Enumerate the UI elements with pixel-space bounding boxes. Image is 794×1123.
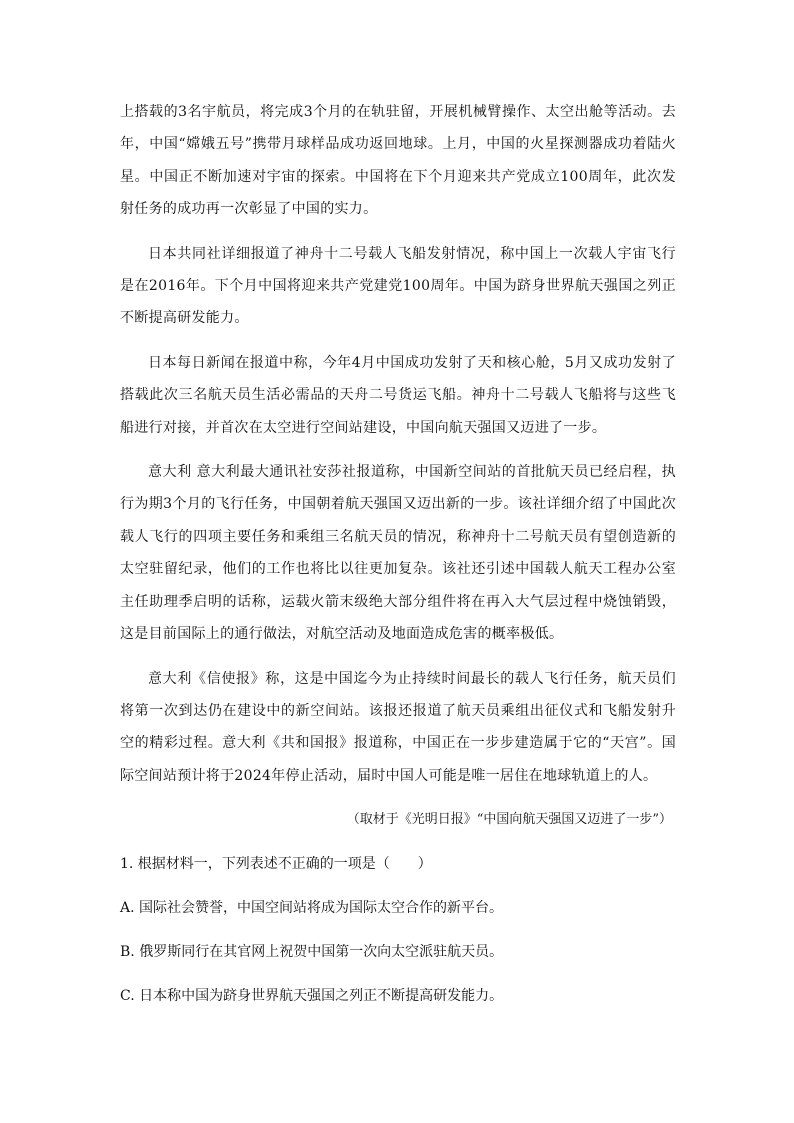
document-page <box>120 96 676 1012</box>
source-citation: （取材于《光明日报》“中国向航天强国又迈进了一步”） <box>346 812 672 828</box>
question-1: 1. 根据材料一，下列表述不正确的一项是（ ） <box>120 856 432 873</box>
option-b: B. 俄罗斯同行在其官网上祝贺中国第一次向太空派驻航天员。 <box>120 944 504 961</box>
paragraph-japan-mainichi: 日本每日新闻在报道中称，今年4月中国成功发射了天和核心舱，5月又成功发射了搭载此次三名航天员生活必需品的天舟二号货运飞船。神舟十二号载人飞船将与这些飞船进行对接，并首次在太空进行空间站建设，中国向航天强国又迈进了一步。 <box>120 354 676 436</box>
paragraph-italy-ansa: 意大利 意大利最大通讯社安莎社报道称，中国新空间站的首批航天员已经启程，执行为期3个月的飞行任务，中国朝着航天强国又迈出新的一步。该社详细介绍了中国此次载人飞行的四项主要任务和乘组三名航天员的情况，称神舟十二号航天员有望创造新的太空驻留纪录，他们的工作也将比以往更加复杂。该社还引述中国载人航天工程办公室主任助理季启明的话称，运载火箭末级绝大部分组件将在再入大气层过程中烧蚀销毁，这是目前国际上的通行做法，对航空活动及地面造成危害的概率极低。 <box>120 464 676 643</box>
paragraph-italy-newspapers: 意大利《信使报》称，这是中国迄今为止持续时间最长的载人飞行任务，航天员们将第一次到达仍在建设中的新空间站。该报还报道了航天员乘组出征仪式和飞船发射升空的精彩过程。意大利《共和国报》报道称，中国正在一步步建造属于它的“天宫”。国际空间站预计将于2024年停止活动，届时中国人可能是唯一居住在地球轨道上的人。 <box>120 670 676 784</box>
option-c: C. 日本称中国为跻身世界航天强国之列正不断提高研发能力。 <box>120 988 504 1005</box>
option-a: A. 国际社会赞誉，中国空间站将成为国际太空合作的新平台。 <box>120 900 504 917</box>
paragraph-japan-kyodo: 日本共同社详细报道了神舟十二号载人飞船发射情况，称中国上一次载人宇宙飞行是在2016年。下个月中国将迎来共产党建党100周年。中国为跻身世界航天强国之列正不断提高研发能力。 <box>120 245 676 327</box>
paragraph-continuation: 上搭载的3名宇航员，将完成3个月的在轨驻留，开展机械臂操作、太空出舱等活动。去年，中国“嫦娥五号”携带月球样品成功返回地球。上月，中国的火星探测器成功着陆火星。中国正不断加速对宇宙的探索。中国将在下个月迎来共产党成立100周年，此次发射任务的成功再一次彰显了中国的实力。 <box>120 104 676 218</box>
